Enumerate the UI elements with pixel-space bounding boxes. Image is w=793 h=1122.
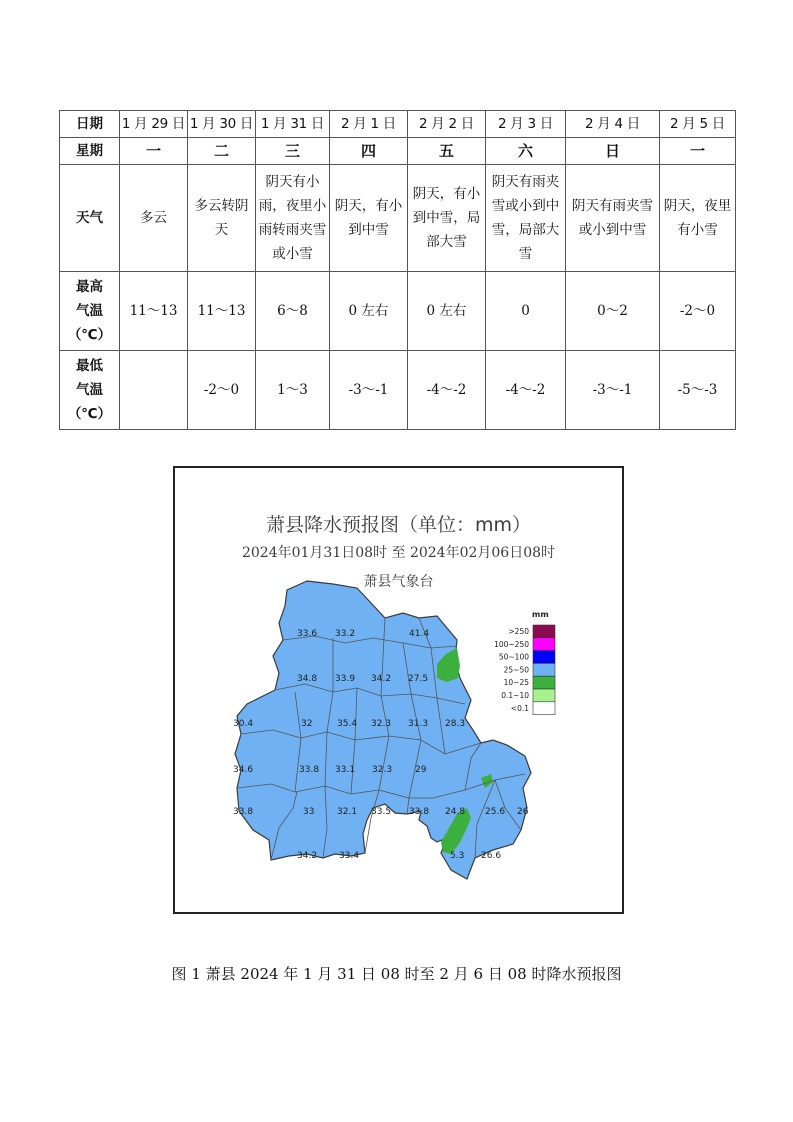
station-value: 34.6 [233,765,254,775]
low-temp-cell: -4～-2 [486,351,566,430]
station-value: 34.2 [297,851,318,861]
station-value: 31.3 [408,719,429,729]
legend-unit: mm [532,610,549,619]
date-header: 日期 [60,111,120,138]
weather-cell: 多云转阴天 [188,165,256,272]
legend-label: <0.1 [510,703,529,713]
weekday-row [60,138,736,165]
station-value: 32.3 [372,765,393,775]
station-value: 34.8 [297,674,318,684]
station-value: 32 [301,719,313,729]
weather-forecast-table [59,110,736,430]
station-value: 27.5 [408,674,429,684]
weather-header: 天气 [60,165,120,272]
station-value: 33 [303,807,315,817]
high-temp-cell: 11～13 [188,272,256,351]
weekday-cell: 一 [660,138,736,165]
figure-caption: 图 1 萧县 2024 年 1 月 31 日 08 时至 2 月 6 日 08 时降水预报图 [171,965,622,983]
station-value: 33.8 [299,765,320,775]
legend-label: 10~25 [503,678,529,688]
low-temp-cell: -4～-2 [408,351,486,430]
station-value: 28.3 [445,719,466,729]
weekday-cell: 一 [120,138,188,165]
date-cell: 2 月 1 日 [330,111,408,138]
high-temp-cell: -2～0 [660,272,736,351]
precipitation-map [175,468,622,912]
high-temp-header-line: 气温 [76,303,103,319]
legend-label: 100~250 [494,639,529,649]
legend-label: 25~50 [503,665,529,675]
low-temp-cell [120,351,188,430]
high-temp-cell: 11～13 [120,272,188,351]
high-temp-row [60,272,736,351]
station-value: 29 [415,765,427,775]
date-cell: 2 月 3 日 [486,111,566,138]
station-value: 33.1 [335,765,356,775]
station-value: 33.8 [409,807,430,817]
high-temp-cell: 6～8 [256,272,330,351]
legend-label: >250 [508,627,529,636]
map-title: 萧县降水预报图（单位：mm） [265,514,532,536]
weather-cell: 阴天有小雨，夜里小雨转雨夹雪或小雪 [256,165,330,272]
weather-cell: 阴天，有小到中雪 [330,165,408,272]
station-value: 33.6 [297,629,318,639]
date-cell: 1 月 31 日 [256,111,330,138]
high-temp-cell: 0 [486,272,566,351]
legend-swatch [533,689,555,702]
weekday-cell: 六 [486,138,566,165]
legend-label: 0.1~10 [501,691,529,700]
low-temp-header-line: 最低 [76,358,103,374]
legend-swatch [533,702,555,715]
legend-swatch [533,663,555,676]
map-organization: 萧县气象台 [363,574,434,590]
station-value: 35.4 [337,719,358,729]
weather-cell: 多云 [120,165,188,272]
station-value: 33.9 [335,674,356,684]
station-value: 26.6 [481,851,502,861]
date-cell: 1 月 30 日 [188,111,256,138]
high-temp-cell: 0 左右 [408,272,486,351]
weekday-cell: 三 [256,138,330,165]
station-value: 32.3 [371,719,392,729]
weather-cell: 阴天有雨夹雪或小到中雪，局部大雪 [486,165,566,272]
precipitation-map-figure [173,466,624,914]
low-temp-cell: -3～-1 [330,351,408,430]
station-value: 33.8 [233,807,254,817]
map-time-range: 2024年01月31日08时 至 2024年02月06日08时 [241,545,556,561]
date-cell: 1 月 29 日 [120,111,188,138]
legend-swatch [533,676,555,689]
weather-row [60,165,736,272]
low-temp-cell: -3～-1 [566,351,660,430]
weekday-cell: 四 [330,138,408,165]
weekday-cell: 五 [408,138,486,165]
legend-swatch [533,638,555,651]
high-temp-cell: 0～2 [566,272,660,351]
low-temp-cell: 1～3 [256,351,330,430]
station-value: 5.3 [450,851,465,861]
legend-swatch [533,625,555,638]
low-temp-cell: -2～0 [188,351,256,430]
date-row [60,111,736,138]
weekday-cell: 二 [188,138,256,165]
low-temp-header-line: （℃） [67,406,112,422]
weather-cell: 阴天有雨夹雪或小到中雪 [566,165,660,272]
high-temp-header-line: 最高 [76,279,103,295]
low-temp-header [60,351,120,430]
station-value: 41.4 [409,629,430,639]
station-value: 32.1 [337,807,358,817]
station-value: 25.6 [485,807,506,817]
low-temp-header-line: 气温 [76,382,103,398]
high-temp-cell: 0 左右 [330,272,408,351]
map-legend [494,610,555,715]
station-value: 33.4 [339,851,360,861]
date-cell: 2 月 2 日 [408,111,486,138]
date-cell: 2 月 4 日 [566,111,660,138]
station-value: 33.2 [335,629,356,639]
station-value: 30.4 [233,719,254,729]
high-temp-header [60,272,120,351]
weekday-cell: 日 [566,138,660,165]
weather-cell: 阴天，有小到中雪，局部大雪 [408,165,486,272]
low-temp-row [60,351,736,430]
station-value: 33.5 [371,807,392,817]
station-value: 26 [517,807,529,817]
high-temp-header-line: （℃） [67,327,112,343]
station-value: 24.8 [445,807,466,817]
station-value: 34.2 [371,674,392,684]
legend-swatch [533,651,555,664]
low-temp-cell: -5～-3 [660,351,736,430]
date-cell: 2 月 5 日 [660,111,736,138]
county-region [235,581,531,879]
weather-cell: 阴天，夜里有小雪 [660,165,736,272]
legend-label: 50~100 [498,652,529,662]
weekday-header: 星期 [60,138,120,165]
